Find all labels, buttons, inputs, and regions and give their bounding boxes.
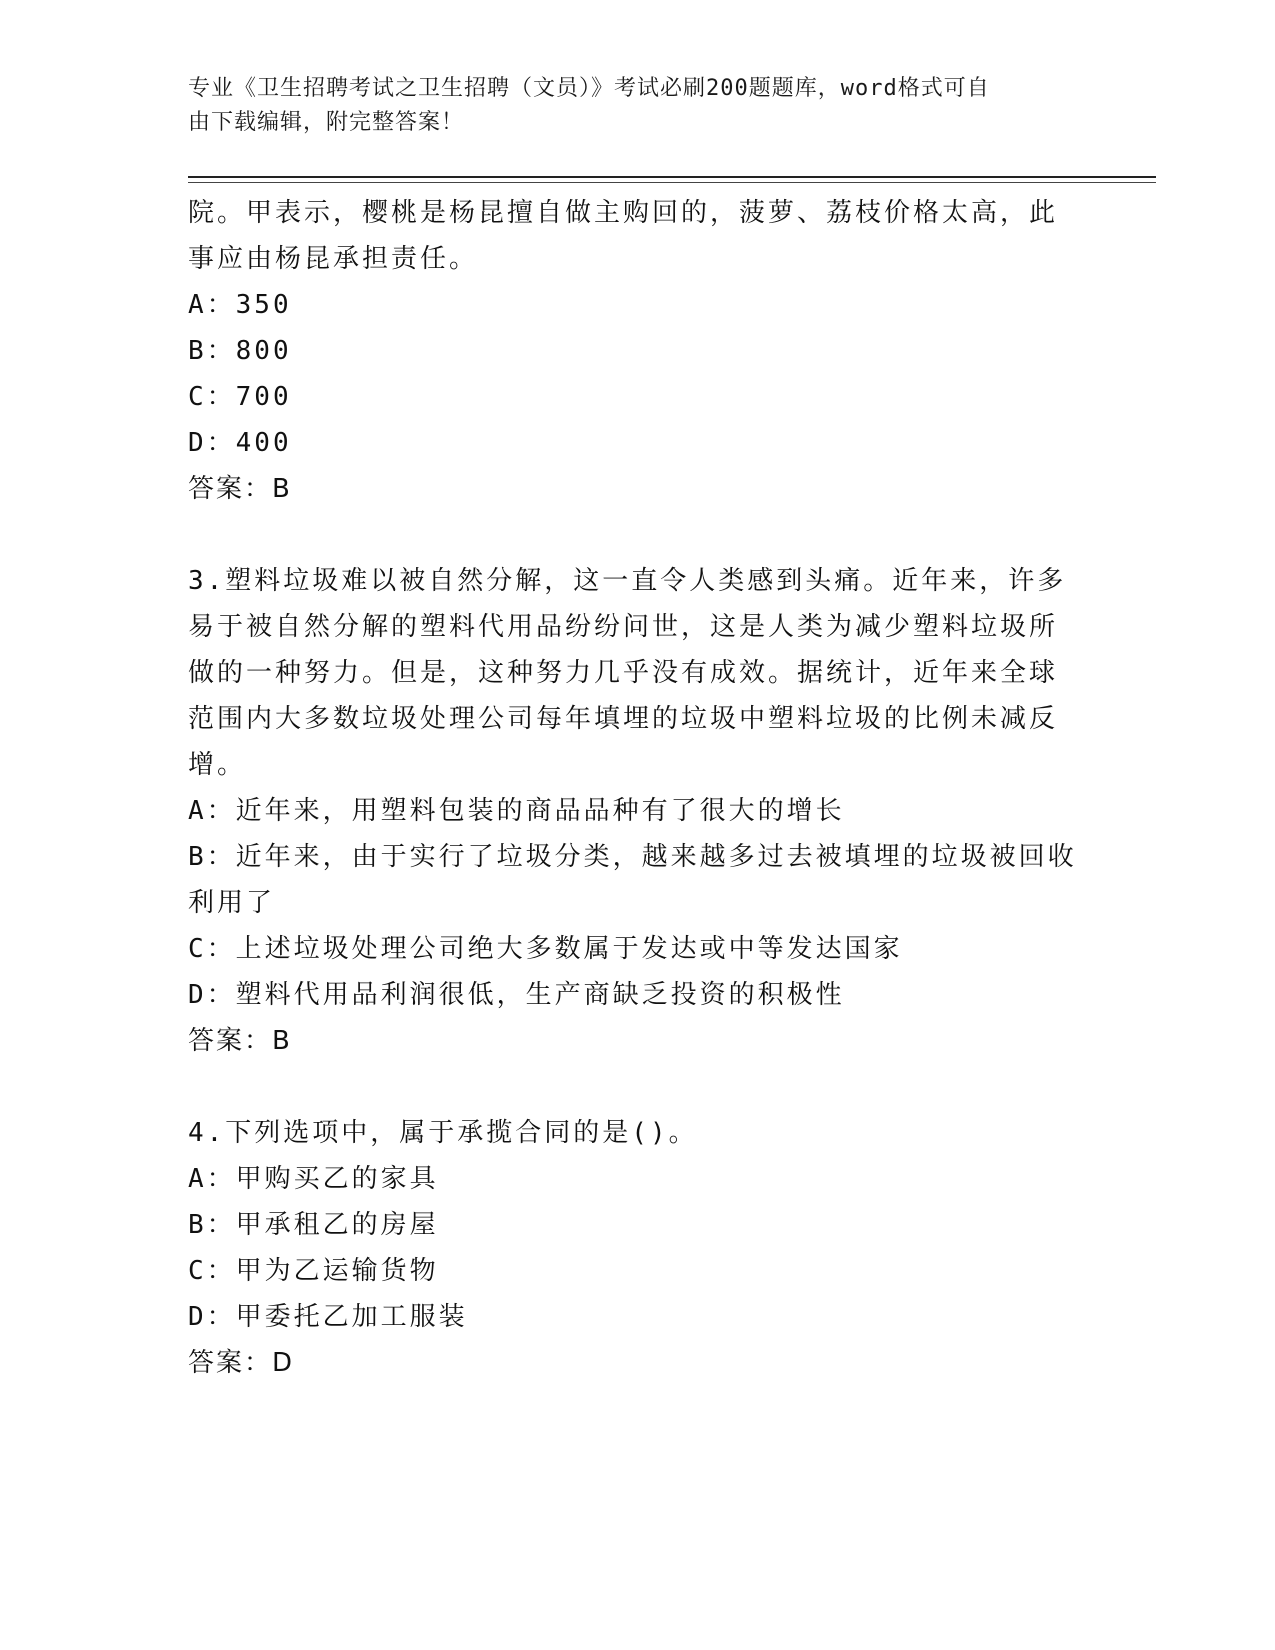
option-a: A：350 bbox=[188, 290, 292, 320]
spacer bbox=[188, 512, 1088, 558]
option-b: B：800 bbox=[188, 336, 292, 366]
header-line-1: 专业《卫生招聘考试之卫生招聘（文员）》考试必刷200题题库，word格式可自 bbox=[188, 76, 990, 101]
question-text-line: 4.下列选项中，属于承揽合同的是()。 bbox=[188, 1118, 698, 1148]
option-c: C：上述垃圾处理公司绝大多数属于发达或中等发达国家 bbox=[188, 934, 903, 964]
question-text-line: 易于被自然分解的塑料代用品纷纷问世，这是人类为减少塑料垃圾所 bbox=[188, 612, 1059, 642]
option-b: B：甲承租乙的房屋 bbox=[188, 1210, 439, 1240]
option-d: D：甲委托乙加工服装 bbox=[188, 1302, 468, 1332]
option-c: C：甲为乙运输货物 bbox=[188, 1256, 439, 1286]
option-a: A：近年来，用塑料包装的商品品种有了很大的增长 bbox=[188, 796, 845, 826]
question-2-continuation bbox=[188, 190, 1088, 512]
option-c: C：700 bbox=[188, 382, 292, 412]
option-d: D：400 bbox=[188, 428, 292, 458]
document-body bbox=[188, 190, 1088, 1386]
spacer bbox=[188, 1064, 1088, 1110]
header-rule-thick bbox=[188, 176, 1156, 178]
question-text-line: 事应由杨昆承担责任。 bbox=[188, 244, 479, 274]
header-line-2: 由下载编辑，附完整答案！ bbox=[188, 110, 465, 135]
option-b-continuation: 利用了 bbox=[188, 888, 276, 918]
answer-line: 答案：D bbox=[188, 1348, 295, 1378]
question-text-line: 增。 bbox=[188, 750, 247, 780]
question-text-line: 做的一种努力。但是，这种努力几乎没有成效。据统计，近年来全球 bbox=[188, 658, 1059, 688]
option-d: D：塑料代用品利润很低，生产商缺乏投资的积极性 bbox=[188, 980, 845, 1010]
question-4 bbox=[188, 1110, 1088, 1386]
document-header bbox=[188, 72, 1068, 140]
question-text-line: 范围内大多数垃圾处理公司每年填埋的垃圾中塑料垃圾的比例未减反 bbox=[188, 704, 1059, 734]
option-a: A：甲购买乙的家具 bbox=[188, 1164, 439, 1194]
question-text-line: 院。甲表示，樱桃是杨昆擅自做主购回的，菠萝、荔枝价格太高，此 bbox=[188, 198, 1059, 228]
answer-line: 答案：B bbox=[188, 1026, 292, 1056]
option-b: B：近年来，由于实行了垃圾分类，越来越多过去被填埋的垃圾被回收 bbox=[188, 842, 1077, 872]
question-text-line: 3.塑料垃圾难以被自然分解，这一直令人类感到头痛。近年来，许多 bbox=[188, 566, 1067, 596]
question-3 bbox=[188, 558, 1088, 1064]
header-rule-thin bbox=[188, 182, 1156, 183]
answer-line: 答案：B bbox=[188, 474, 292, 504]
